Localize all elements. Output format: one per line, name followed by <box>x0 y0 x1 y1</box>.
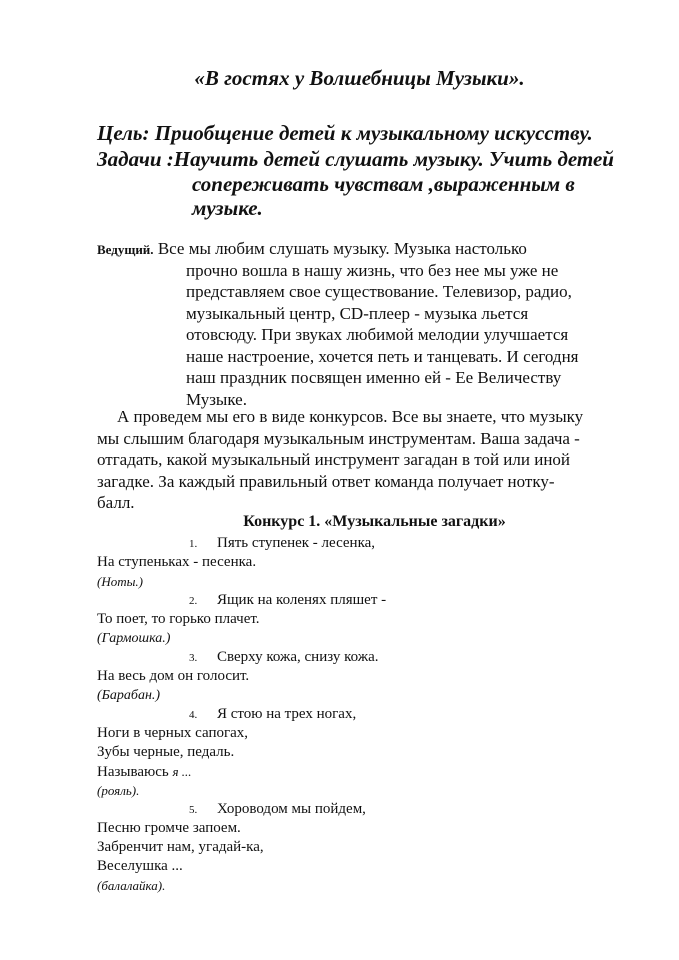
riddle-first-line: Хороводом мы пойдем, <box>217 801 366 817</box>
contest-intro-paragraph <box>97 406 597 514</box>
document-title: «В гостях у Волшебницы Музыки». <box>194 66 525 90</box>
lead-line: наш праздник посвящен именно ей - Ее Величеству <box>186 368 562 387</box>
riddle-answer: (балалайка). <box>97 878 166 893</box>
riddle-item <box>97 705 577 800</box>
para-line: А проведем мы его в виде конкурсов. Все вы знаете, что музыку <box>117 407 584 426</box>
para-line: балл. <box>97 493 135 512</box>
lead-line: Музыке. <box>186 389 247 409</box>
riddle-first-line: Я стою на трех ногах, <box>217 706 357 722</box>
riddle-number: 5. <box>189 804 198 816</box>
lead-paragraph <box>97 238 579 409</box>
riddle-first-line: Ящик на коленях пляшет - <box>217 592 387 608</box>
riddle-first-line: Сверху кожа, снизу кожа. <box>217 649 379 665</box>
riddle-first-line: Пять ступенек - лесенка, <box>217 535 376 551</box>
riddle-number: 4. <box>189 709 198 721</box>
tasks-cont-line: музыке. <box>192 196 263 220</box>
riddle-line: На весь дом он голосит. <box>97 668 250 684</box>
riddle-line: Веселушка ... <box>97 858 183 874</box>
lead-first-line <box>97 238 527 261</box>
riddle-line: Забренчит нам, угадай-ка, <box>97 839 264 855</box>
riddle-line: Ноги в черных сапогах, <box>97 725 249 741</box>
riddle-item <box>97 591 577 648</box>
tasks-continuation <box>192 172 612 220</box>
tasks-cont-line: сопереживать чувствам ,выраженным в <box>192 172 575 196</box>
riddle-number: 1. <box>189 538 198 550</box>
riddle-item <box>97 534 577 591</box>
riddle-answer: (Барабан.) <box>97 688 161 703</box>
lead-line: отовсюду. При звуках любимой мелодии улучшается <box>186 325 569 344</box>
riddle-tail-line <box>97 762 577 781</box>
riddle-answer: (Гармошка.) <box>97 631 171 646</box>
riddle-number: 2. <box>189 595 198 607</box>
riddle-tail-italic: я ... <box>172 764 192 779</box>
contest-heading: Конкурс 1. «Музыкальные загадки» <box>243 513 506 530</box>
speaker-label: Ведущий. <box>97 242 154 257</box>
para-line: мы слышим благодаря музыкальным инструментам. Ваша задача - <box>97 428 580 448</box>
lead-line: прочно вошла в нашу жизнь, что без нее мы уже не <box>186 260 559 280</box>
riddle-tail-text: Называюсь <box>97 764 173 780</box>
riddle-line: То поет, то горько плачет. <box>97 611 260 627</box>
riddle-item <box>97 800 577 895</box>
para-line: загадке. За каждый правильный ответ команда получает нотку- <box>97 471 555 491</box>
lead-first-text: Все мы любим слушать музыку. Музыка настолько <box>153 239 527 258</box>
riddle-item <box>97 648 577 705</box>
lead-line: представляем свое существование. Телевизор, радио, <box>186 282 572 301</box>
lead-lines <box>186 260 586 411</box>
riddle-answer: (рояль). <box>97 783 140 798</box>
riddle-line: Песню громче запоем. <box>97 820 241 836</box>
riddle-line: Зубы черные, педаль. <box>97 744 235 760</box>
goal-line: Цель: Приобщение детей к музыкальному искусству. <box>97 121 593 145</box>
riddle-line: На ступеньках - песенка. <box>97 554 257 570</box>
riddle-number: 3. <box>189 652 198 664</box>
tasks-line: Задачи :Научить детей слушать музыку. Учить детей <box>97 147 614 171</box>
lead-line: музыкальный центр, CD-плеер - музыка льется <box>186 303 529 323</box>
riddles-list <box>97 534 577 895</box>
para-line: отгадать, какой музыкальный инструмент загадан в той или иной <box>97 450 571 469</box>
lead-line: наше настроение, хочется петь и танцевать. И сегодня <box>186 346 579 366</box>
riddle-answer: (Ноты.) <box>97 574 143 589</box>
